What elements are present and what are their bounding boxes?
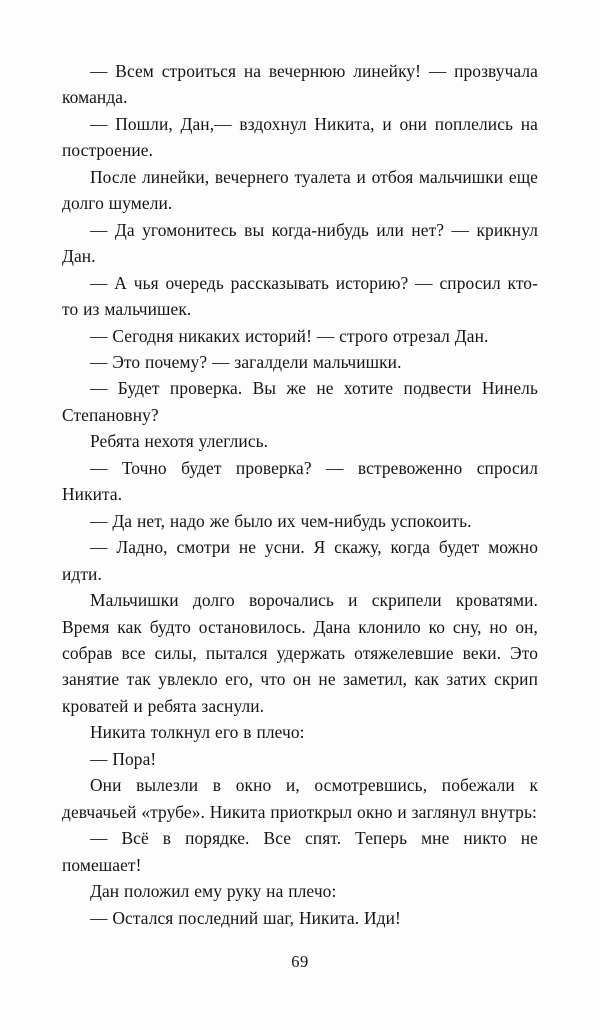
paragraph: — Всё в порядке. Все спят. Теперь мне никто не помешает!	[62, 828, 538, 875]
paragraph: — Всем строиться на вечернюю линейку! — прозвучала команда.	[62, 61, 538, 108]
paragraph: — Это почему? — загалдели мальчишки.	[90, 351, 402, 372]
paragraph: — Точно будет проверка? — встревоженно спросил Никита.	[62, 457, 538, 505]
page-number: 69	[291, 952, 309, 971]
paragraph: Никита толкнул его в плечо:	[90, 722, 305, 743]
paragraph: — Пора!	[90, 748, 157, 769]
paragraph: — А чья очередь рассказывать историю? — спросил кто-то из мальчишек.	[62, 272, 538, 320]
paragraph: — Сегодня никаких историй! — строго отрезал Дан.	[90, 325, 489, 346]
paragraph: Они вылезли в окно и, осмотревшись, побежали к девчачьей «трубе». Никита приоткрыл окно и заглянул внутрь:	[62, 775, 538, 822]
paragraph: После линейки, вечернего туалета и отбоя мальчишки еще долго шумели.	[62, 166, 538, 214]
paragraph: — Да угомонитесь вы когда-нибудь или нет? — крикнул Дан.	[62, 219, 538, 267]
paragraph: — Да нет, надо же было их чем-нибудь успокоить.	[90, 510, 472, 531]
page-text-block	[62, 58, 538, 931]
paragraph: — Будет проверка. Вы же не хотите подвести Нинель Степановну?	[62, 378, 538, 425]
paragraph: — Ладно, смотри не усни. Я скажу, когда будет можно идти.	[62, 537, 538, 584]
paragraph: Мальчишки долго ворочались и скрипели кроватями. Время как будто остановилось. Дана клонило ко сну, но он, собрав все силы, пытался удержать отяжелевшие веки. Это занятие так увлекло его, что он не заметил, как затих скрип кроватей и ребята заснули.	[62, 590, 538, 716]
paragraph: — Пошли, Дан,— вздохнул Никита, и они поплелись на построение.	[62, 113, 538, 161]
paragraph: — Остался последний шаг, Никита. Иди!	[90, 907, 401, 928]
paragraph: Ребята нехотя улеглись.	[90, 431, 269, 452]
paragraph: Дан положил ему руку на плечо:	[90, 881, 337, 902]
